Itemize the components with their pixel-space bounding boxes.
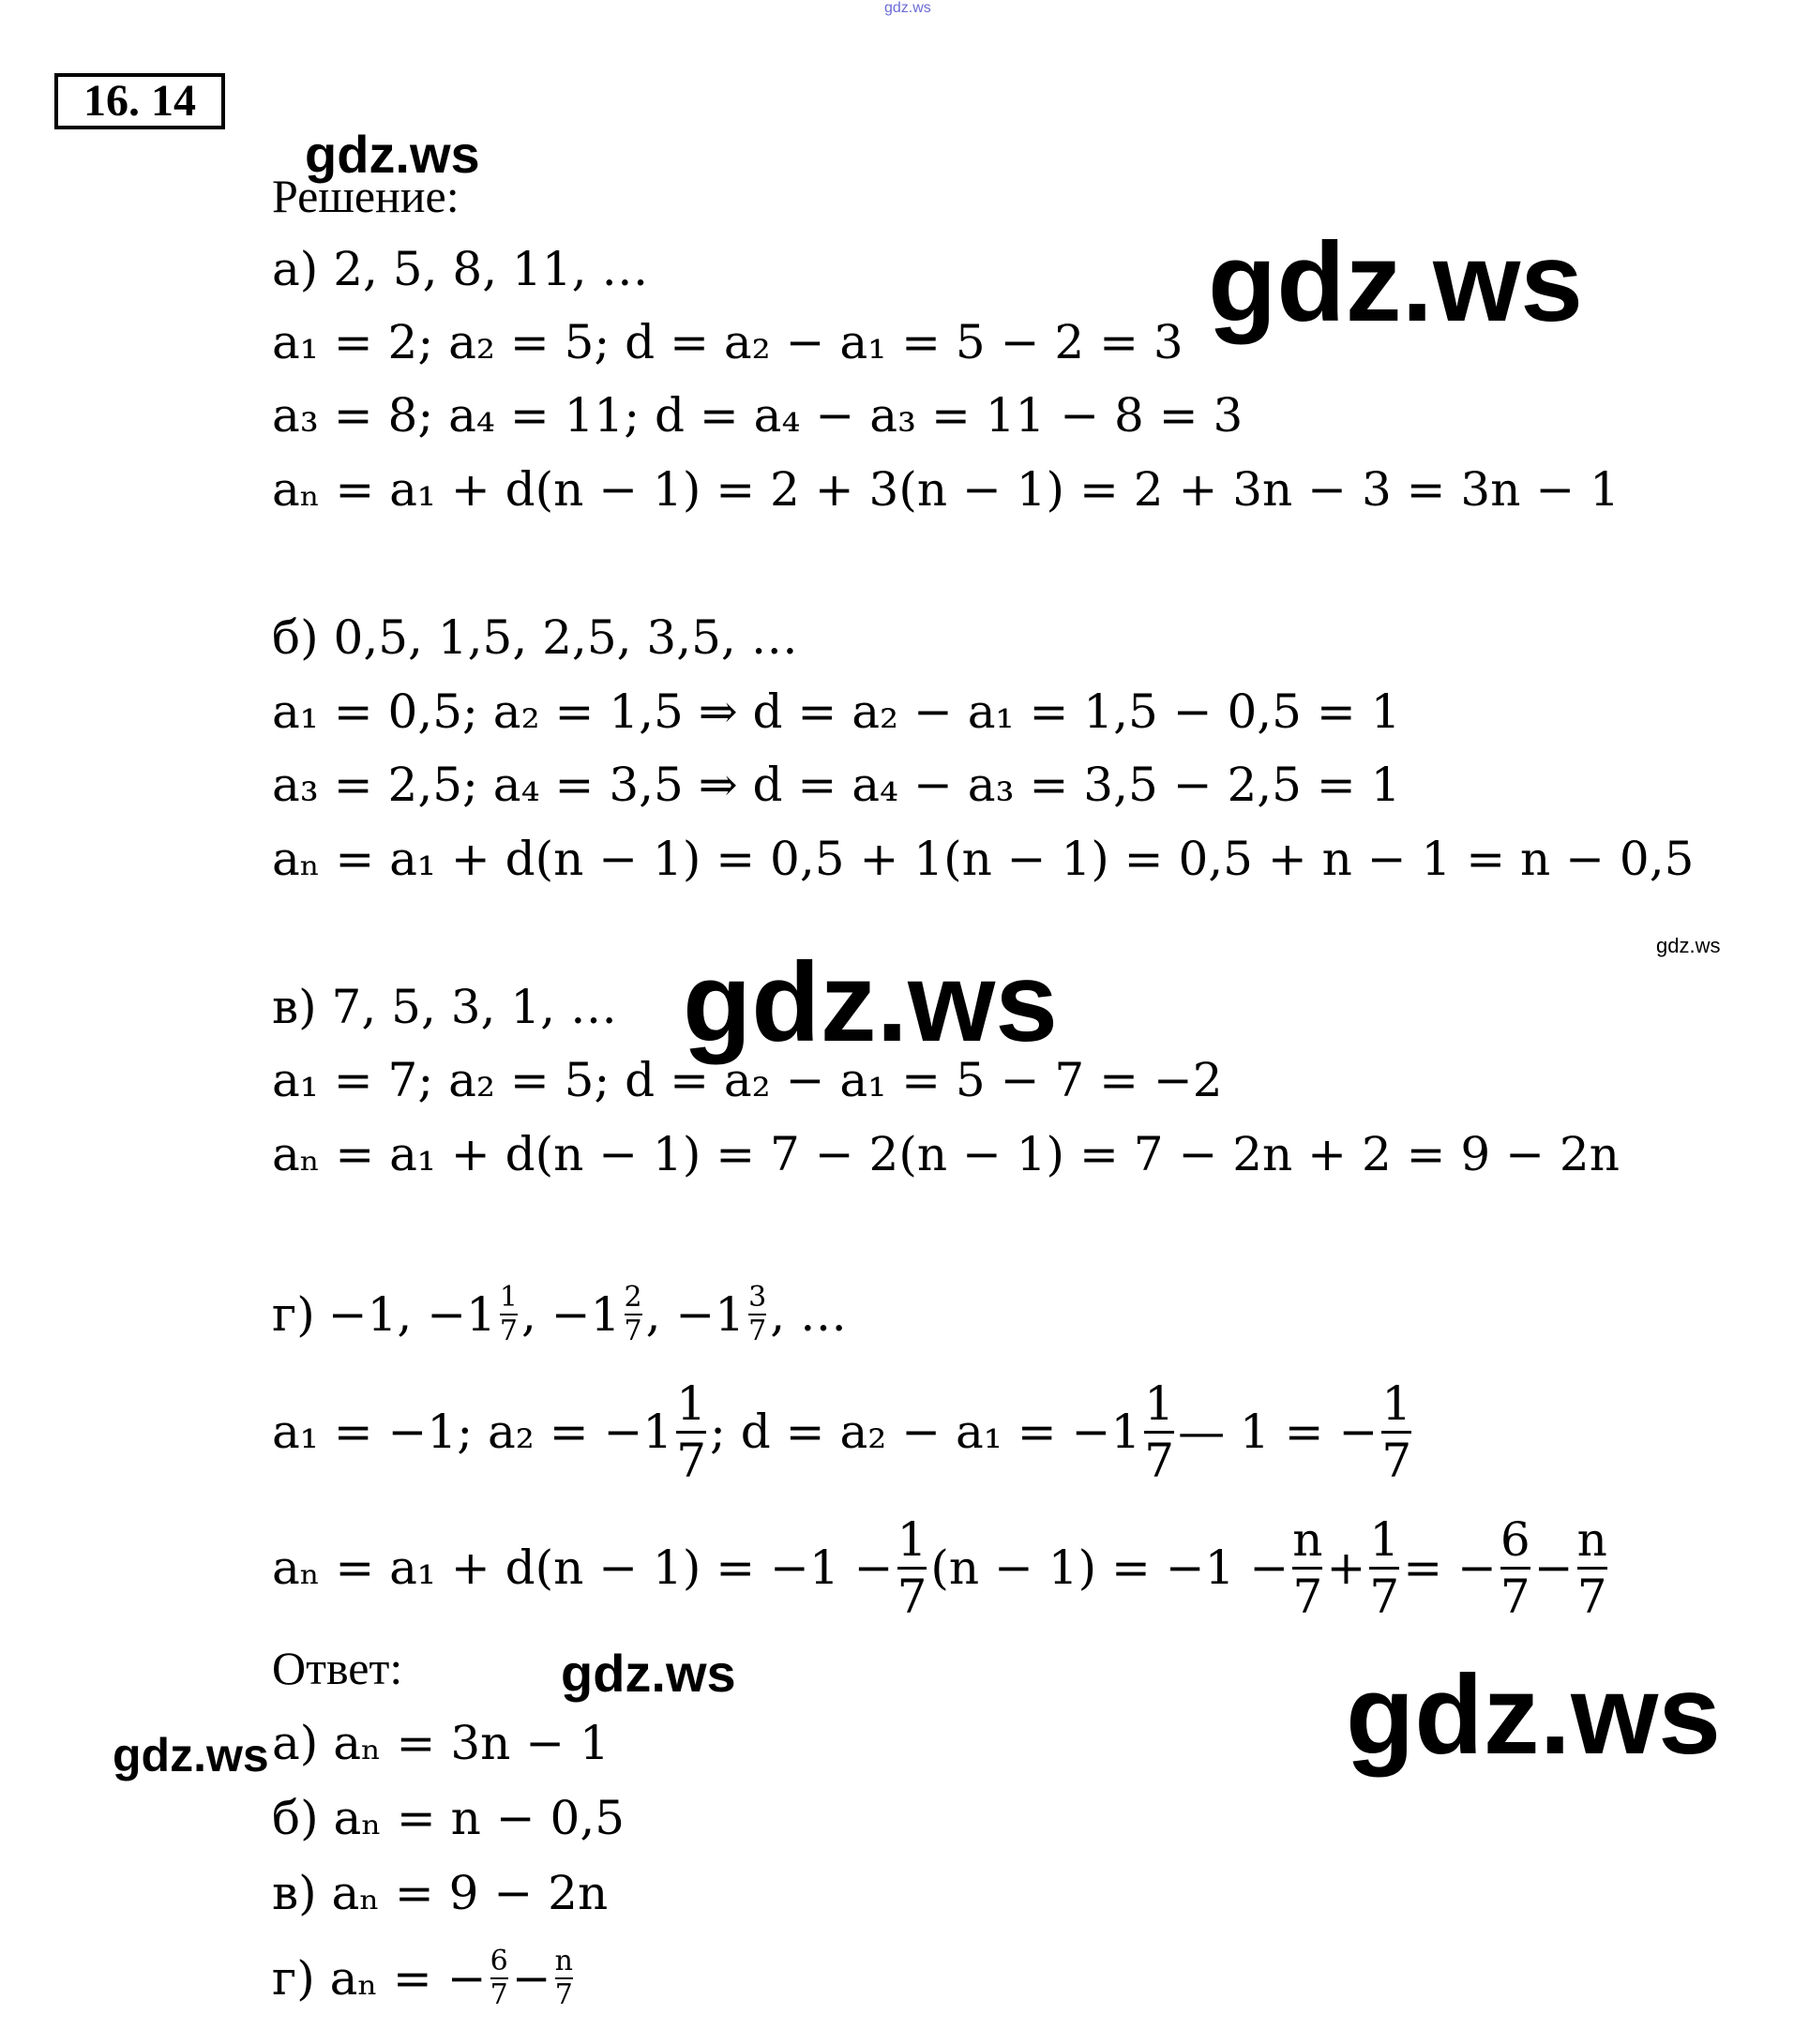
part-a-line-1: a₁ = 2; a₂ = 5; d = a₂ − a₁ = 5 − 2 = 3 xyxy=(272,315,1183,369)
part-g-l2-fraction-1: $\frac{1}{7}$ xyxy=(897,1511,927,1624)
part-g-sequence xyxy=(272,1268,847,1361)
part-v-line-1: a₁ = 7; a₂ = 5; d = a₂ − a₁ = 5 − 7 = −2 xyxy=(272,1053,1223,1107)
part-b-line-2: a₃ = 2,5; a₄ = 3,5 ⇒ d = a₄ − a₃ = 3,5 − 2,5 = 1 xyxy=(272,758,1401,812)
part-g-seq-fraction-3: $\frac{3}{7}$ xyxy=(748,1281,767,1347)
part-g-l2-text-1: aₙ = a₁ + d(n − 1) = −1 − xyxy=(272,1541,894,1595)
watermark-large-3: gdz.ws xyxy=(1346,1652,1722,1778)
watermark-small-3: gdz.ws xyxy=(113,1729,269,1781)
part-b-line-3: aₙ = a₁ + d(n − 1) = 0,5 + 1(n − 1) = 0,5 + n − 1 = n − 0,5 xyxy=(272,832,1695,886)
answer-g xyxy=(272,1931,577,2025)
answer-b: б) aₙ = n − 0,5 xyxy=(272,1791,626,1845)
answer-v: в) aₙ = 9 − 2n xyxy=(272,1866,609,1920)
part-g-seq-text-2: , −1 xyxy=(521,1287,621,1342)
part-g-l2-text-2: (n − 1) = −1 − xyxy=(930,1541,1289,1595)
part-g-line-1 xyxy=(272,1371,1415,1493)
answer-a: а) aₙ = 3n − 1 xyxy=(272,1716,610,1770)
problem-number: 16. 14 xyxy=(54,73,225,129)
watermark-small-1: gdz.ws xyxy=(305,125,480,184)
part-g-l2-fraction-3: $\frac{1}{7}$ xyxy=(1369,1511,1400,1624)
part-b-line-1: a₁ = 0,5; a₂ = 1,5 ⇒ d = a₂ − a₁ = 1,5 − 0,5 = 1 xyxy=(272,684,1401,739)
part-b-sequence: б) 0,5, 1,5, 2,5, 3,5, … xyxy=(272,610,798,665)
part-g-l1-fraction-1: $\frac{1}{7}$ xyxy=(676,1375,707,1488)
answer-g-fraction-2: $\frac{n}{7}$ xyxy=(554,1945,573,2011)
part-g-l1-fraction-2: $\frac{1}{7}$ xyxy=(1144,1375,1175,1488)
part-g-l1-text-3: — 1 = − xyxy=(1178,1405,1379,1459)
top-watermark: gdz.ws xyxy=(884,0,931,16)
part-g-l2-text-4: = − xyxy=(1403,1541,1497,1595)
part-g-l1-text-2: ; d = a₂ − a₁ = −1 xyxy=(710,1405,1141,1459)
answer-label: Ответ: xyxy=(272,1642,403,1694)
part-v-sequence: в) 7, 5, 3, 1, … xyxy=(272,980,617,1034)
part-g-l2-text-3: + xyxy=(1326,1541,1366,1595)
part-a-line-2: a₃ = 8; a₄ = 11; d = a₄ − a₃ = 11 − 8 = 3 xyxy=(272,388,1244,443)
part-g-seq-text-3: , −1 xyxy=(645,1287,746,1342)
part-g-seq-text-4: , … xyxy=(770,1287,847,1342)
part-g-seq-fraction-2: $\frac{2}{7}$ xyxy=(624,1281,642,1347)
answer-g-fraction-1: $\frac{6}{7}$ xyxy=(490,1945,508,2011)
part-a-line-3: aₙ = a₁ + d(n − 1) = 2 + 3(n − 1) = 2 + 3n − 3 = 3n − 1 xyxy=(272,462,1620,517)
watermark-large-2: gdz.ws xyxy=(683,939,1059,1065)
answer-g-prefix: г) aₙ = − xyxy=(272,1951,487,2006)
part-g-prefix: г) xyxy=(272,1287,315,1342)
part-g-l2-fraction-4: $\frac{6}{7}$ xyxy=(1500,1511,1530,1624)
part-g-line-2 xyxy=(272,1507,1611,1629)
part-g-l2-text-5: − xyxy=(1533,1541,1574,1595)
watermark-tiny-right: gdz.ws xyxy=(1656,934,1721,957)
part-a-sequence: а) 2, 5, 8, 11, … xyxy=(272,242,649,296)
watermark-small-2: gdz.ws xyxy=(561,1644,736,1703)
watermark-extra: gdz.ws xyxy=(1726,2006,1779,2025)
part-g-l1-text-1: a₁ = −1; a₂ = −1 xyxy=(272,1405,673,1459)
watermark-large-1: gdz.ws xyxy=(1208,219,1584,345)
part-g-l1-fraction-3: $\frac{1}{7}$ xyxy=(1381,1375,1412,1488)
part-v-line-2: aₙ = a₁ + d(n − 1) = 7 − 2(n − 1) = 7 − 2n + 2 = 9 − 2n xyxy=(272,1127,1620,1181)
part-g-l2-fraction-2: $\frac{n}{7}$ xyxy=(1292,1511,1323,1624)
part-g-l2-fraction-5: $\frac{n}{7}$ xyxy=(1576,1511,1607,1624)
answer-g-minus: − xyxy=(511,1951,551,2006)
part-g-seq-text-1: −1, −1 xyxy=(327,1287,496,1342)
part-g-seq-fraction-1: $\frac{1}{7}$ xyxy=(499,1281,518,1347)
solution-label: Решение: xyxy=(272,170,460,222)
